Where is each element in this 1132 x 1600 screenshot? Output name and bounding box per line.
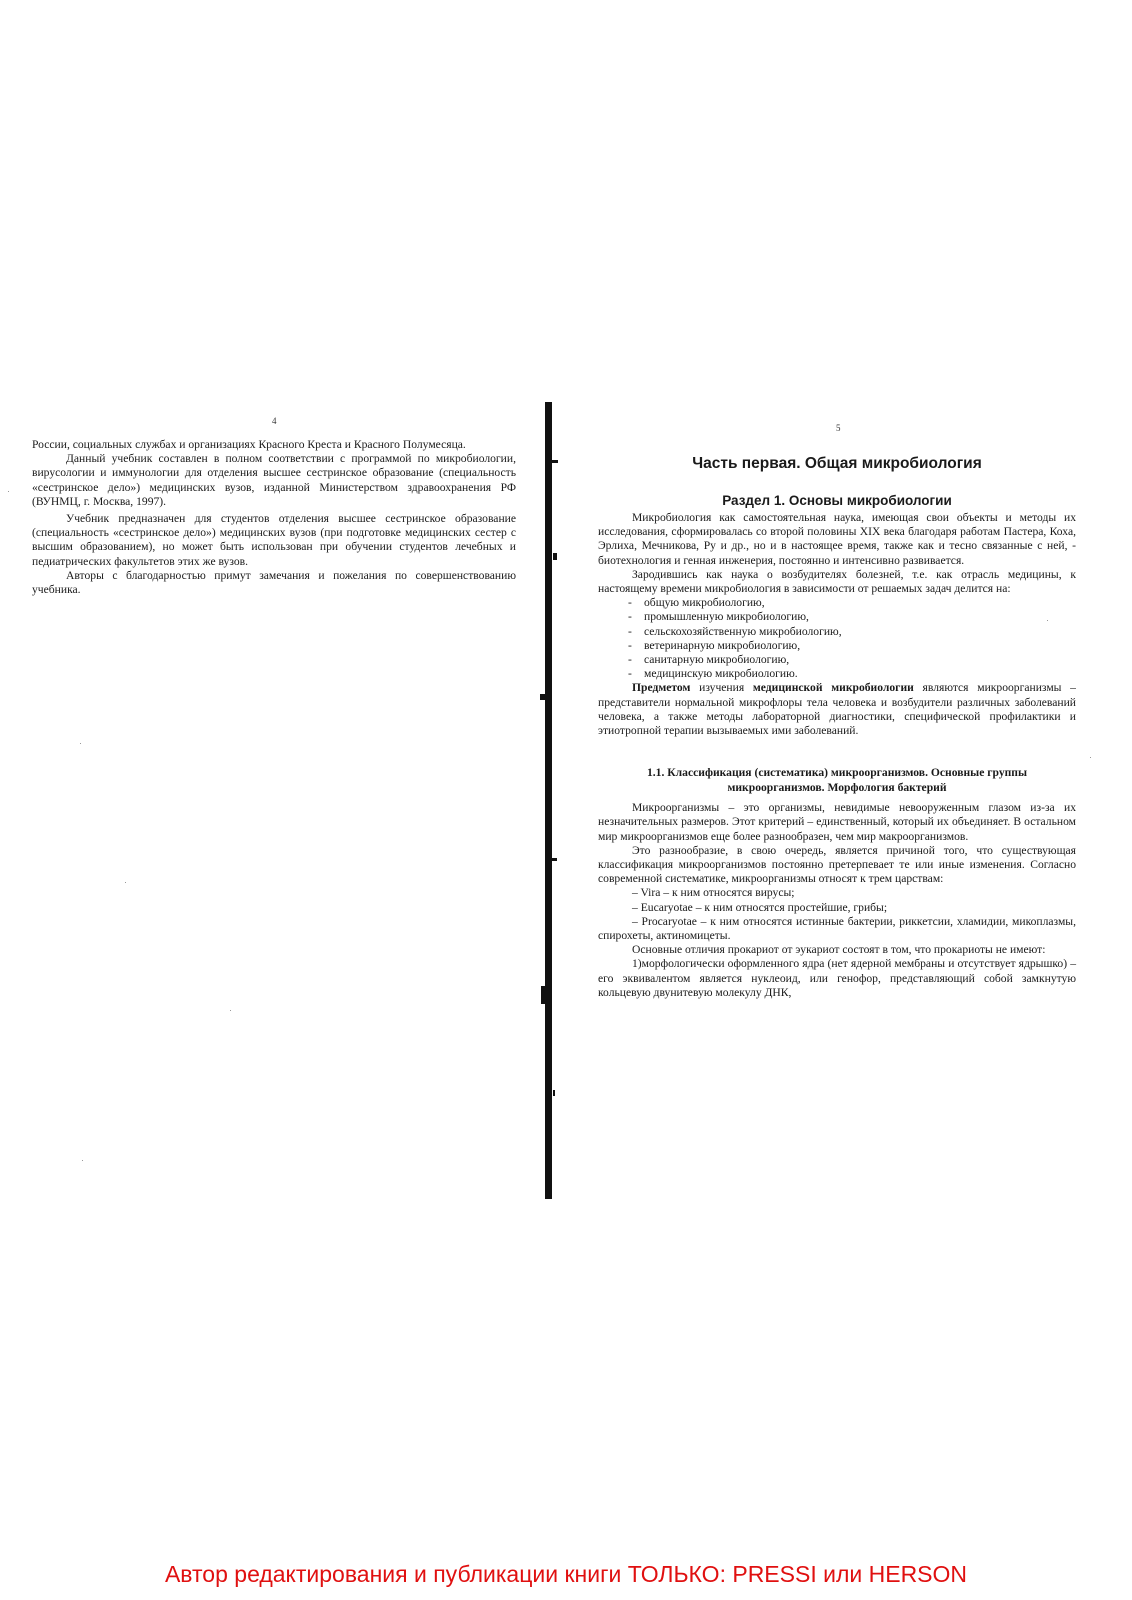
list-item: - ветеринарную микробиологию, xyxy=(628,639,1076,653)
part-title: Часть первая. Общая микробиология xyxy=(692,455,982,472)
subject-lead: Предметом xyxy=(632,681,691,695)
paragraph: России, социальных службах и организациях Красного Креста и Красного Полумесяца. xyxy=(32,438,466,451)
subject-bold-phrase: медицинской микробиологии xyxy=(752,681,914,695)
spine-artifact xyxy=(553,553,557,560)
list-item: - общую микробиологию, xyxy=(628,596,1076,610)
paragraph: Микробиология как самостоятельная наука, имеющая свои объекты и методы их исследования, сформировалась со второй половины XIX века благодаря работам Пастера, Коха, Эрлиха, Мечникова, Ру и др., но и в настоящее время, также как и тесно связанные с ней, - биотехнология и генная инженерия, постоянно и интенсивно развивается. xyxy=(598,511,1076,567)
branches-list xyxy=(598,596,1076,681)
kingdom-item: – Vira – к ним относятся вирусы; xyxy=(632,886,795,900)
page-number-left: 4 xyxy=(272,416,277,426)
spine-artifact xyxy=(553,1090,555,1096)
subject-paragraph xyxy=(598,681,1076,738)
list-item: - санитарную микробиологию, xyxy=(628,653,1076,667)
spine-artifact xyxy=(552,858,557,861)
paragraph: Авторы с благодарностью примут замечания и пожелания по совершенствованию учебника. xyxy=(32,568,516,597)
list-item: - сельскохозяйственную микробиологию, xyxy=(628,625,1076,639)
kingdom-item: – Procaryotae – к ним относятся истинные бактерии, риккетсии, хламидии, микоплазмы, спирохеты, актиномицеты. xyxy=(598,914,1076,943)
spine-artifact xyxy=(540,694,545,700)
spine-artifact xyxy=(552,460,558,463)
right-page-content xyxy=(598,455,1076,1000)
subject-rest: являются микроорганизмы – представители нормальной микрофлоры тела человека и возбудители различных заболеваний человека, а также методы лабораторной диагностики, специфической профилактики и этиотропной терапии вызываемых ими заболеваний. xyxy=(598,681,1076,738)
paragraph: Микроорганизмы – это организмы, невидимые невооруженным глазом из-за их незначительных размеров. Этот критерий – единственный, который их объединяет. В остальном мир микроорганизмов еще более разнообразен, чем мир макроорганизмов. xyxy=(598,801,1076,843)
paragraph: Данный учебник составлен в полном соответствии с программой по микробиологии, вирусологии и иммунологии для отделения высшее сестринское образование (специальность «сестринское дело») медицинских вузов, изданной Министерством здравоохранения РФ (ВУНМЦ, г. Москва, 1997). xyxy=(32,452,516,508)
paragraph: Основные отличия прокариот от эукариот состоят в том, что прокариоты не имеют: xyxy=(632,943,1046,957)
page-number-right: 5 xyxy=(836,423,841,433)
paragraph: Учебник предназначен для студентов отделения высшее сестринское образование (специальность «сестринское дело») медицинских вузов (при подготовке медицинских сестер с высшим образованием), но может быть использован при обучении студентов лечебных и педиатрических факультетов этих же вузов. xyxy=(32,512,516,568)
spine-artifact xyxy=(541,986,547,1004)
list-item: - медицинскую микробиологию. xyxy=(628,667,1076,681)
book-spine-shadow xyxy=(545,402,552,1199)
kingdom-item: – Eucaryotae – к ним относятся простейшие, грибы; xyxy=(632,900,888,914)
section-title: Раздел 1. Основы микробиологии xyxy=(722,493,952,508)
subsection-title-line: микроорганизмов. Морфология бактерий xyxy=(727,780,947,794)
paragraph: 1)морфологически оформленного ядра (нет ядерной мембраны и отсутствует ядрышко) – его эквивалентом является нуклеоид, или генофор, представляющий собой замкнутую кольцевую двунитевую молекулу ДНК, xyxy=(598,957,1076,999)
subject-mid: изучения xyxy=(690,681,753,695)
subsection-title-line: 1.1. Классификация (систематика) микроорганизмов. Основные группы xyxy=(646,766,1028,780)
footer-note: Автор редактирования и публикации книги ТОЛЬКО: PRESSI или HERSON xyxy=(164,1561,968,1587)
paragraph: Это разнообразие, в свою очередь, является причиной того, что существующая классификация микроорганизмов постоянно претерпевает те или иные изменения. Согласно современной систематике, микроорганизмы относят к трем царствам: xyxy=(598,843,1076,886)
subsection-title xyxy=(598,766,1076,795)
left-page-content xyxy=(32,438,516,597)
paragraph: Зародившись как наука о возбудителях болезней, т.е. как отрасль медицины, к настоящему времени микробиология в зависимости от решаемых задач делится на: xyxy=(598,567,1076,596)
list-item: - промышленную микробиологию, xyxy=(628,610,1076,624)
